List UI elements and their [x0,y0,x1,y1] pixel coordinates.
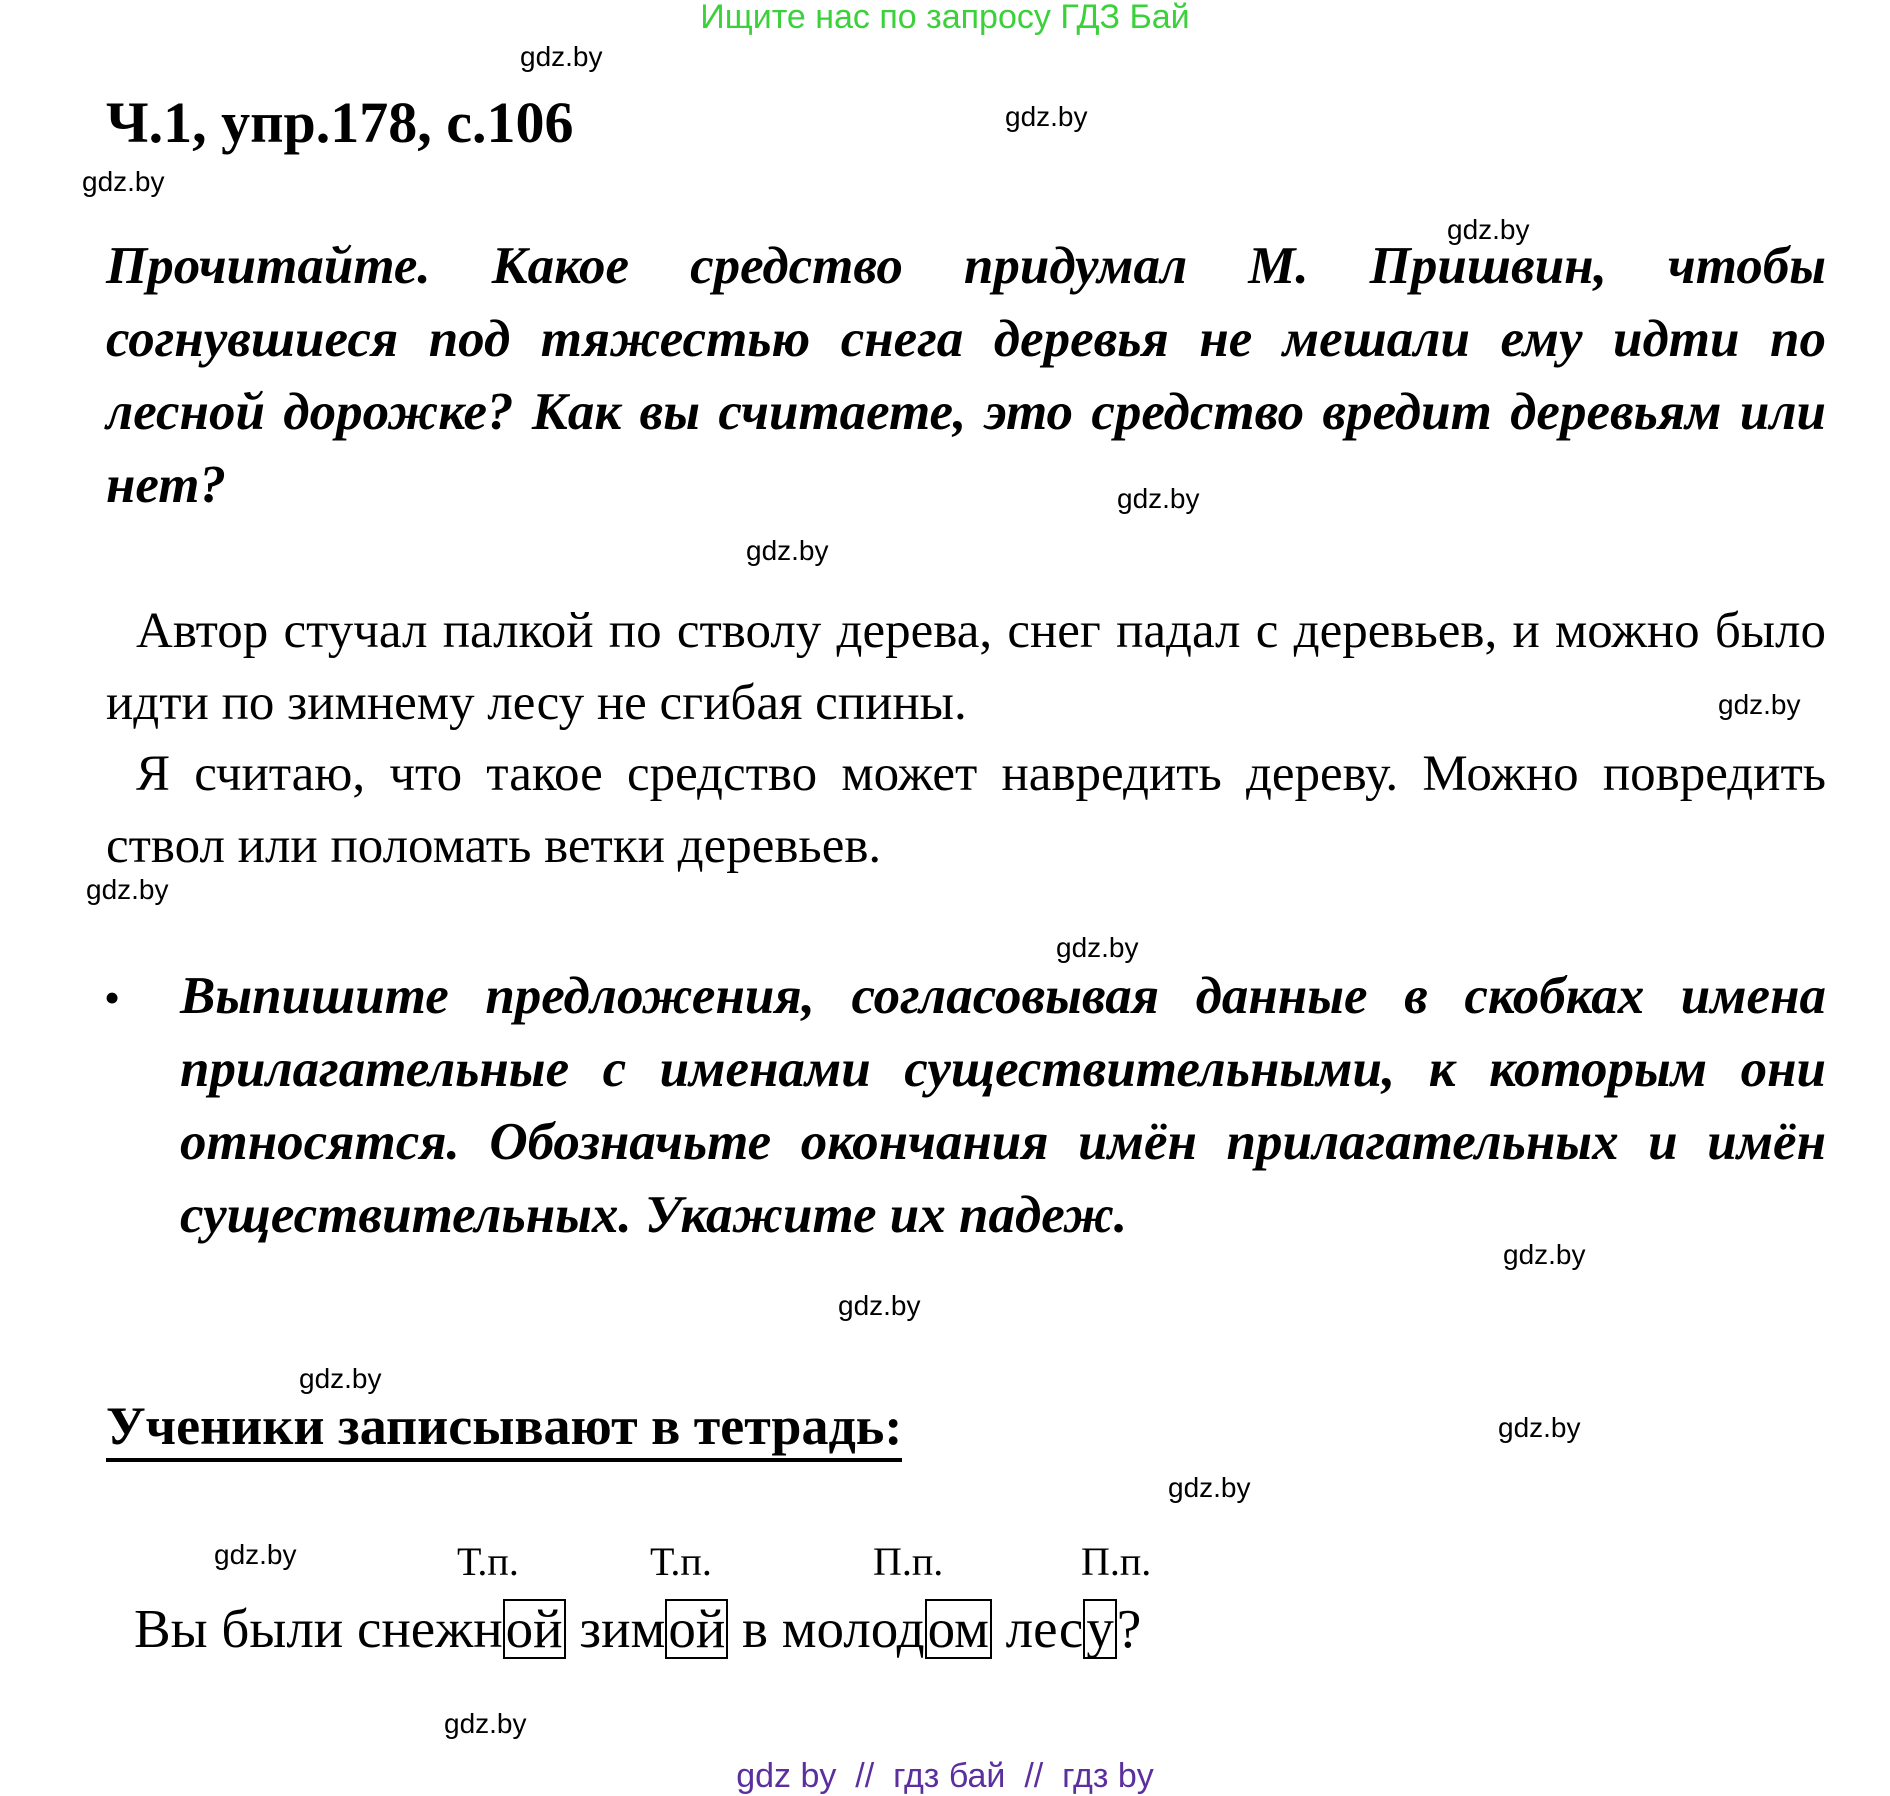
watermark: gdz.by [1117,483,1200,514]
watermark: gdz.by [444,1708,527,1739]
task-instruction-2: Выпишите предложения, согласовывая данные в скобках имена прилагательные с именами существительными, к которым они относятся. Обозначьте окончания имён прилагательных и имён существительных. Укажите их падеж. [180,967,1826,1244]
case-label: П.п. [1081,1539,1152,1584]
word-stem: лес [991,1598,1084,1659]
watermark: gdz.by [1005,101,1088,132]
watermark: gdz.by [1168,1472,1251,1503]
sentence-end: ? [1116,1598,1142,1659]
watermark: gdz.by [214,1539,297,1570]
case-label: Т.п. [457,1539,519,1584]
task-instruction: Прочитайте. Какое средство придумал М. Пришвин, чтобы согнувшиеся под тяжестью снега деревья не мешали ему идти по лесной дорожке? Как вы считаете, это средство вредит деревьям или нет? [106,237,1826,514]
top-banner[interactable]: Ищите нас по запросу ГДЗ Бай [700,0,1190,36]
case-label: П.п. [873,1539,944,1584]
word-stem: в молод [728,1598,925,1659]
noun-ending-box: у [1083,1599,1117,1659]
noun-ending-box: ой [665,1599,728,1659]
watermark: gdz.by [520,41,603,72]
exercise-heading: Ч.1, упр.178, с.106 [106,90,574,155]
watermark: gdz.by [86,874,169,905]
adjective-ending-box: ой [503,1599,566,1659]
answer-paragraph: Я считаю, что такое средство может навредить дереву. Можно повредить ствол или поломать ветки деревьев. [106,746,1826,874]
watermark: gdz.by [1718,689,1801,720]
bullet-marker: • [104,972,121,1023]
watermark: gdz.by [1503,1239,1586,1270]
adjective-ending-box: ом [925,1599,992,1659]
watermark: gdz.by [746,535,829,566]
word-stem: зим [565,1598,666,1659]
example-sentence [134,1596,1141,1662]
watermark: gdz.by [299,1363,382,1394]
watermark: gdz.by [1498,1412,1581,1443]
watermark: gdz.by [1056,932,1139,963]
notebook-title: Ученики записывают в тетрадь: [106,1394,902,1462]
watermark: gdz.by [838,1290,921,1321]
watermark: gdz.by [1447,214,1530,245]
case-label: Т.п. [650,1539,712,1584]
word-stem: Вы были снежн [134,1598,503,1659]
footer-links[interactable]: gdz by // гдз бай // гдз by [736,1757,1154,1795]
watermark: gdz.by [82,166,165,197]
answer-paragraph: Автор стучал палкой по стволу дерева, снег падал с деревьев, и можно было идти по зимнему лесу не сгибая спины. [106,603,1826,731]
